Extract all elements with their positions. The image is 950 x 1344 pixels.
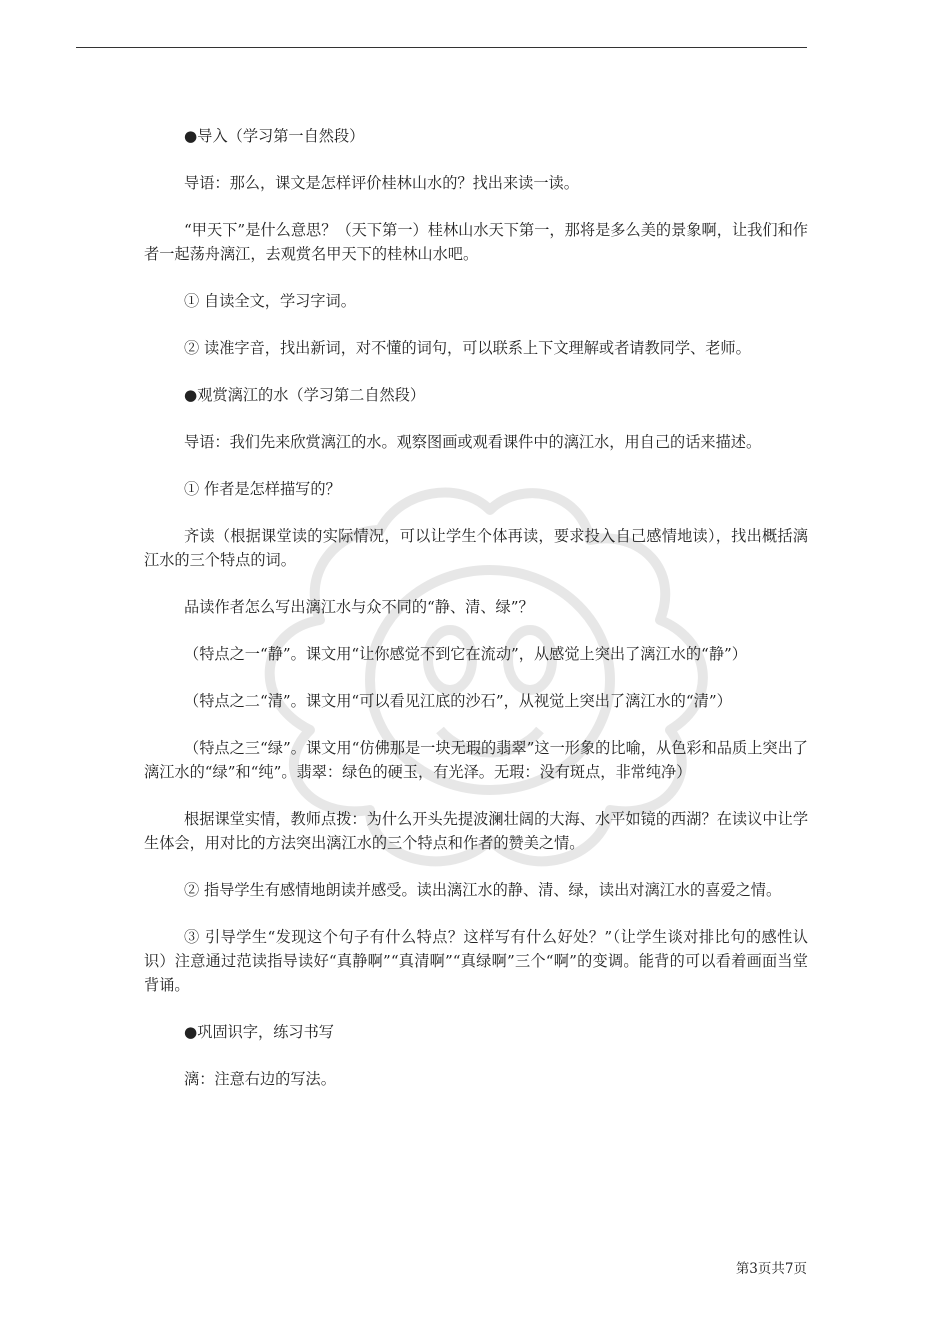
paragraph: ② 指导学生有感情地朗读并感受。读出漓江水的静、清、绿，读出对漓江水的喜爱之情。 bbox=[184, 881, 782, 899]
section-heading-water: ●观赏漓江的水（学习第二自然段） bbox=[184, 386, 426, 404]
paragraph: ① 作者是怎样描写的？ bbox=[184, 480, 341, 498]
document-body bbox=[144, 124, 808, 1114]
paragraph: 漓：注意右边的写法。 bbox=[184, 1070, 336, 1088]
paragraph: 根据课堂实情，教师点拨：为什么开头先提波澜壮阔的大海、水平如镜的西湖？在读议中让学生体会，用对比的方法突出漓江水的三个特点和作者的赞美之情。 bbox=[144, 810, 808, 852]
section-heading-writing: ●巩固识字，练习书写 bbox=[184, 1023, 334, 1041]
paragraph: 导语：我们先来欣赏漓江的水。观察图画或观看课件中的漓江水，用自己的话来描述。 bbox=[184, 433, 762, 451]
paragraph: ② 读准字音，找出新词，对不懂的词句，可以联系上下文理解或者请教同学、老师。 bbox=[184, 339, 751, 357]
paragraph: 齐读（根据课堂读的实际情况，可以让学生个体再读，要求投入自己感情地读），找出概括漓江水的三个特点的词。 bbox=[144, 527, 808, 569]
paragraph: ③ 引导学生“发现这个句子有什么特点？这样写有什么好处？”（让学生谈对排比句的感性认识）注意通过范读指导读好“真静啊”“真清啊”“真绿啊”三个“啊”的变调。能背的可以看着画面当堂背诵。 bbox=[144, 928, 808, 994]
paragraph: “甲天下”是什么意思？（天下第一）桂林山水天下第一，那将是多么美的景象啊，让我们和作者一起荡舟漓江，去观赏名甲天下的桂林山水吧。 bbox=[144, 221, 808, 263]
paragraph: （特点之一“静”。课文用“让你感觉不到它在流动”，从感觉上突出了漓江水的“静”） bbox=[184, 645, 747, 663]
section-heading-intro: ●导入（学习第一自然段） bbox=[184, 127, 365, 145]
paragraph: 品读作者怎么写出漓江水与众不同的“静、清、绿”？ bbox=[184, 598, 534, 616]
paragraph: 导语：那么，课文是怎样评价桂林山水的？找出来读一读。 bbox=[184, 174, 579, 192]
page-number: 第3页共7页 bbox=[735, 1261, 807, 1277]
header-rule bbox=[76, 47, 807, 48]
paragraph: ① 自读全文，学习字词。 bbox=[184, 292, 356, 310]
paragraph: （特点之二“清”。课文用“可以看见江底的沙石”，从视觉上突出了漓江水的“清”） bbox=[184, 692, 732, 710]
paragraph: （特点之三“绿”。课文用“仿佛那是一块无瑕的翡翠”这一形象的比喻，从色彩和品质上突出了漓江水的“绿”和“纯”。翡翠：绿色的硬玉，有光泽。无瑕：没有斑点，非常纯净） bbox=[144, 739, 808, 781]
